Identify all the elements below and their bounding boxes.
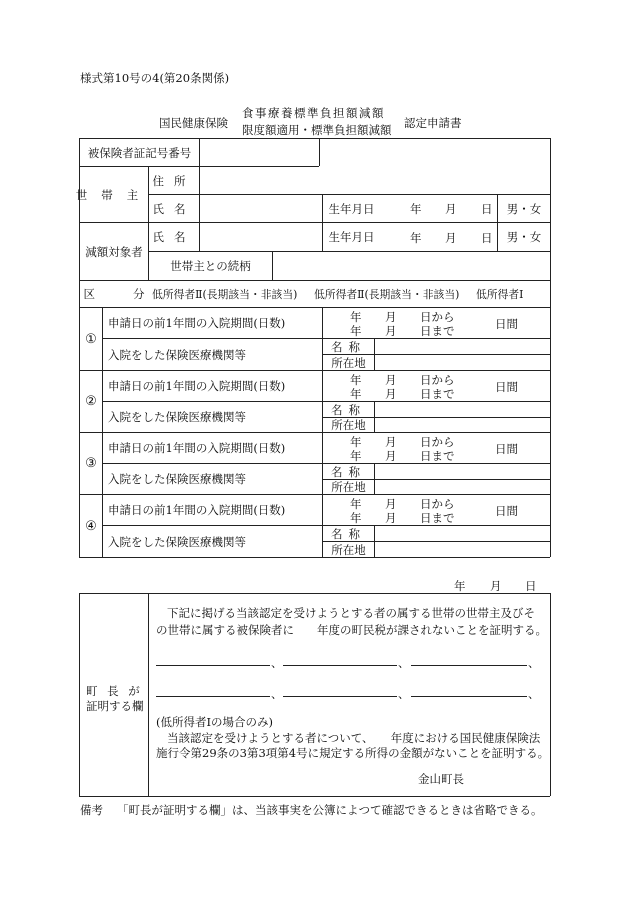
until-year: 年 — [350, 511, 362, 525]
birth-month-label: 月 — [445, 202, 457, 216]
institution-name-label: 名称 — [331, 464, 366, 479]
days-label: 日間 — [495, 380, 518, 394]
relationship-field[interactable] — [273, 252, 550, 280]
household-member-blank[interactable] — [283, 665, 397, 666]
hospital-period-label: 申請日の前1年間の入院期間(日数) — [108, 316, 286, 330]
household-name-field[interactable] — [200, 195, 322, 222]
target-birth-month-label: 月 — [445, 231, 457, 245]
until-day: 日まで — [420, 324, 455, 338]
institution-location-label: 所在地 — [331, 542, 366, 557]
entry-mark: ② — [85, 394, 97, 409]
address-label: 住所 — [152, 173, 196, 188]
insurance-number-label: 被保険者証記号番号 — [87, 145, 192, 160]
remarks-label: 備考 — [80, 803, 103, 817]
separator-comma: 、 — [528, 687, 540, 701]
from-day: 日から — [420, 310, 455, 324]
reduction-target-label: 減額対象者 — [85, 244, 143, 259]
category-option-2[interactable]: 低所得者Ⅱ(長期該当・非該当) — [314, 288, 460, 301]
separator-comma: 、 — [528, 656, 540, 670]
target-birth-day-label: 日 — [481, 231, 493, 245]
entry-mark: ③ — [85, 456, 97, 471]
entry-mark: ① — [85, 331, 97, 347]
institution-location-label: 所在地 — [331, 480, 366, 494]
from-year: 年 — [350, 310, 362, 324]
institution-label: 入院をした保険医療機関等 — [108, 534, 246, 549]
from-month: 月 — [385, 497, 397, 511]
from-year: 年 — [350, 497, 362, 511]
until-day: 日まで — [420, 449, 455, 463]
certification-text-line-1: 下記に掲げる当該認定を受けようとする者の属する世帯の世帯主及びそ — [167, 606, 535, 620]
institution-name-label: 名称 — [331, 339, 366, 354]
household-member-blank[interactable] — [156, 665, 270, 666]
until-day: 日まで — [420, 511, 455, 525]
institution-label: 入院をした保険医療機関等 — [108, 347, 246, 362]
birth-year-label: 年 — [410, 202, 422, 216]
category-label: 区分 — [83, 287, 183, 301]
low-income-note: (低所得者Ⅰの場合のみ) — [156, 715, 274, 729]
institution-label: 入院をした保険医療機関等 — [108, 472, 246, 486]
from-year: 年 — [350, 435, 362, 449]
name-label: 氏名 — [152, 201, 196, 216]
category-option-1[interactable]: 低所得者Ⅱ(長期該当・非該当) — [152, 288, 298, 301]
until-month: 月 — [385, 324, 397, 338]
target-name-field[interactable] — [200, 223, 322, 251]
date-day: 日 — [525, 579, 537, 593]
title-suffix: 認定申請書 — [404, 116, 462, 130]
certification-text-line-4: 施行令第29条の3第3項第4号に規定する所得の金額がないことを証明する。 — [156, 746, 550, 760]
target-birth-year-label: 年 — [410, 231, 422, 245]
until-day: 日まで — [420, 387, 455, 401]
form-number: 様式第10号の4(第20条関係) — [80, 71, 230, 85]
household-member-blank[interactable] — [411, 665, 527, 666]
hospital-period-label: 申請日の前1年間の入院期間(日数) — [108, 503, 286, 517]
days-label: 日間 — [495, 442, 518, 456]
from-month: 月 — [385, 435, 397, 449]
mayor-signature: 金山町長 — [418, 772, 464, 786]
from-day: 日から — [420, 435, 455, 449]
until-year: 年 — [350, 449, 362, 463]
separator-comma: 、 — [271, 656, 283, 670]
from-month: 月 — [385, 310, 397, 324]
hospital-period-label: 申請日の前1年間の入院期間(日数) — [108, 379, 286, 393]
from-day: 日から — [420, 373, 455, 387]
relationship-label: 世帯主との続柄 — [170, 259, 251, 273]
title-line-1: 食事療養標準負担額減額 — [242, 106, 385, 120]
remarks-text: 「町長が証明する欄」は、当該事実を公簿によつて確認できるときは省略できる。 — [117, 803, 543, 817]
birth-day-label: 日 — [481, 202, 493, 216]
until-year: 年 — [350, 324, 362, 338]
household-head-label: 世帯主 — [75, 187, 153, 202]
household-member-blank[interactable] — [283, 696, 397, 697]
target-birth-date-label: 生年月日 — [328, 230, 375, 244]
from-month: 月 — [385, 373, 397, 387]
institution-location-label: 所在地 — [331, 418, 366, 432]
until-month: 月 — [385, 387, 397, 401]
institution-name-label: 名称 — [331, 402, 366, 417]
target-sex-label[interactable]: 男・女 — [506, 230, 542, 244]
certification-text-line-3: 当該認定を受けようとする者について、 年度における国民健康保険法 — [167, 731, 541, 745]
insurance-number-field[interactable] — [200, 139, 319, 166]
title-line-2: 限度額適用・標準負担額減額 — [242, 123, 392, 137]
title-prefix: 国民健康保険 — [159, 116, 228, 130]
until-year: 年 — [350, 387, 362, 401]
certification-side-label-1: 町 長 が — [86, 684, 143, 698]
target-name-label: 氏名 — [152, 230, 196, 244]
birth-date-label: 生年月日 — [328, 201, 375, 216]
separator-comma: 、 — [271, 687, 283, 701]
institution-location-label: 所在地 — [331, 355, 366, 370]
days-label: 日間 — [495, 317, 518, 331]
sex-label[interactable]: 男・女 — [506, 201, 542, 216]
from-day: 日から — [420, 497, 455, 511]
hospital-period-label: 申請日の前1年間の入院期間(日数) — [108, 441, 286, 455]
until-month: 月 — [385, 449, 397, 463]
entry-mark: ④ — [85, 518, 97, 534]
household-member-blank[interactable] — [411, 696, 527, 697]
certification-side-label-2: 証明する欄 — [86, 699, 144, 713]
separator-comma: 、 — [398, 687, 410, 701]
certification-text-line-2: の世帯に属する被保険者に 年度の町民税が課されないことを証明する。 — [156, 623, 547, 637]
date-month: 月 — [490, 579, 502, 593]
date-year: 年 — [454, 579, 466, 593]
separator-comma: 、 — [398, 656, 410, 670]
until-month: 月 — [385, 511, 397, 525]
institution-name-label: 名称 — [331, 526, 366, 541]
from-year: 年 — [350, 373, 362, 387]
institution-label: 入院をした保険医療機関等 — [108, 410, 246, 424]
days-label: 日間 — [495, 504, 518, 518]
household-address-field[interactable] — [200, 167, 550, 194]
category-option-3[interactable]: 低所得者Ⅰ — [476, 288, 524, 301]
household-member-blank[interactable] — [156, 696, 270, 697]
